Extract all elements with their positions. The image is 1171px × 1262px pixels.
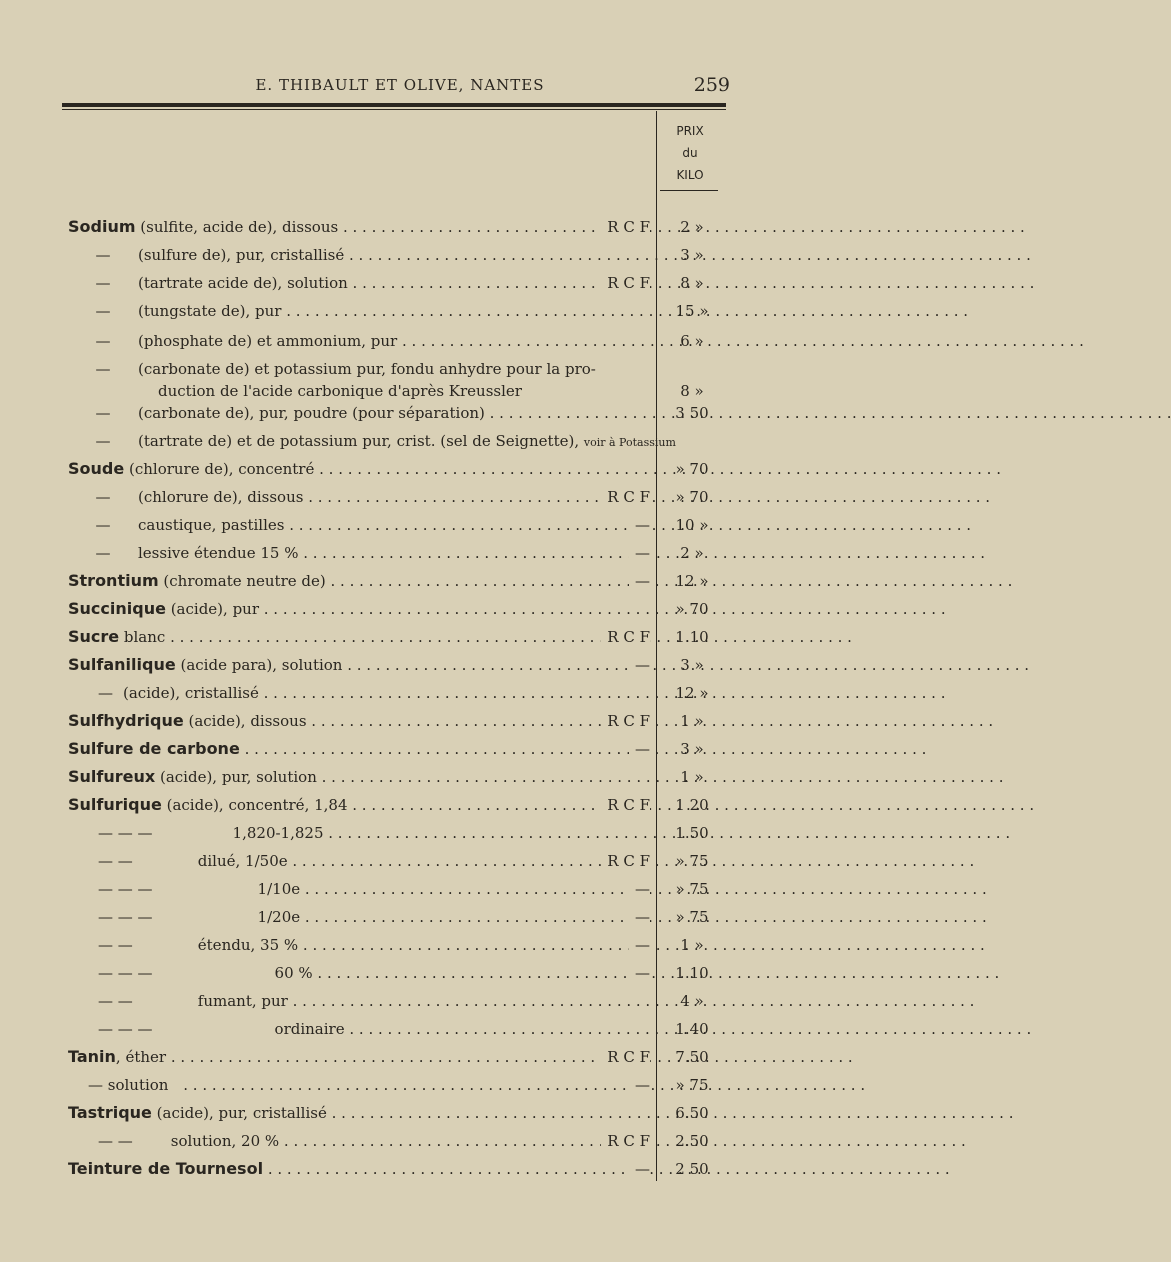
product-description: (acide), pur, cristallisé [151,1104,327,1122]
ditto-dash: — — — [98,880,153,898]
product-description: fumant, pur [197,992,288,1010]
availability-mark: R C F [601,1046,650,1068]
availability-mark: — [629,542,650,564]
ditto-dash: — solution [88,1076,169,1094]
header-rule-thin [62,109,726,110]
product-name: Strontium [68,571,159,590]
leader-dots [165,628,852,646]
entry-text [68,272,656,294]
product-name: Tanin [68,1047,116,1066]
product-description: (acide para), solution [175,656,343,674]
availability-mark: R C F [601,272,650,294]
product-description: (tartrate de) et de potassium pur, crist. (sel de Seignette), [138,432,580,450]
entry-text [68,300,656,322]
product-description: (sulfure de), pur, cristallisé [138,246,345,264]
ditto-dash: — [95,302,111,320]
ditto-dash: — — — [98,964,153,982]
price-per-kilo: 1 20 [675,796,709,814]
price-per-kilo: 1 » [680,712,704,730]
entry-text [68,358,656,380]
product-description: 60 % [274,964,313,982]
product-description: (carbonate de) et potassium pur, fondu anhydre pour la pro- [138,360,596,378]
product-description: (phosphate de) et ammonium, pur [138,332,398,350]
ditto-dash: — [95,544,111,562]
ditto-dash: — — [98,992,133,1010]
price-per-kilo: 1 » [680,768,704,786]
entry-text [68,654,656,676]
product-name: Soude [68,459,125,478]
entry-text [68,486,656,508]
price-per-kilo: 8 » [680,274,704,292]
leader-dots [281,302,968,320]
entry-continuation [158,380,656,402]
price-per-kilo: » 75 [675,880,709,898]
entry-text [68,402,656,424]
leader-dots [397,332,1084,350]
product-description: (acide), dissous [183,712,307,730]
price-per-kilo: 1 » [680,936,704,954]
cross-reference-note: voir à Potassium [583,436,676,449]
availability-mark: — [629,906,650,928]
product-description: (chlorure de), concentré [124,460,315,478]
leader-dots [263,1160,950,1178]
ditto-dash: — [95,332,111,350]
price-per-kilo: 12 » [675,572,709,590]
price-per-kilo: 1.40 [675,1020,709,1038]
price-per-kilo: » 70 [675,600,709,618]
ditto-dash: — [95,404,111,422]
price-column-header [660,120,720,186]
product-description: (acide), concentré, 1,84 [161,796,348,814]
entry-text [68,244,656,266]
price-per-kilo: 2.50 [675,1132,709,1150]
entry-text [68,738,656,760]
price-header-rule [660,190,718,191]
entry-text [68,934,656,956]
leader-dots [240,740,927,758]
product-name: Sulfhydrique [68,711,184,730]
entry-text [68,458,656,480]
availability-mark: — [629,1158,650,1180]
availability-mark: R C F [601,626,650,648]
entry-text [68,1158,656,1180]
price-per-kilo: 6.50 [675,1104,709,1122]
leader-dots [288,992,975,1010]
product-description: blanc [119,628,166,646]
entry-text [68,542,656,564]
product-description: dilué, 1/50e [197,852,288,870]
availability-mark: — [629,934,650,956]
entry-text [68,1102,656,1124]
availability-mark: R C F [601,486,650,508]
product-description: (tungstate de), pur [138,302,282,320]
product-description: 1/20e [257,908,301,926]
entry-text [68,710,656,732]
leader-dots [485,404,1171,422]
availability-mark: — [629,878,650,900]
ditto-dash: — [95,488,111,506]
product-description: (carbonate de), pur, poudre (pour séparation) [138,404,485,422]
availability-mark: — [629,738,650,760]
availability-mark: — [629,570,650,592]
product-description: , éther [115,1048,167,1066]
availability-mark: — [629,654,650,676]
leader-dots [314,460,1001,478]
price-per-kilo: » 70 [675,460,709,478]
price-per-kilo: 8 » [680,382,704,400]
availability-mark: R C F [601,850,650,872]
price-per-kilo: » 70 [675,488,709,506]
page-number: 259 [693,74,730,96]
ditto-dash: — — — [98,908,153,926]
price-per-kilo: » 75 [675,908,709,926]
ditto-dash: — [95,246,111,264]
product-description: étendu, 35 % [197,936,299,954]
product-description: (sulfite, acide de), dissous [135,218,339,236]
ditto-dash: — [95,274,111,292]
product-name: Tastrique [68,1103,152,1122]
ditto-dash: — [98,684,113,702]
product-name: Sucre [68,627,120,646]
leader-dots [313,964,1000,982]
price-per-kilo: 4 » [680,992,704,1010]
price-per-kilo [662,430,722,452]
product-description: (chromate neutre de) [158,572,326,590]
continuation-text: duction de l'acide carbonique d'après Kreussler [158,382,522,400]
header-rule-thick [62,103,726,107]
product-description: (chlorure de), dissous [138,488,304,506]
entry-text [68,1046,656,1068]
product-description: 1,820-1,825 [232,824,324,842]
product-description: solution, 20 % [170,1132,280,1150]
product-description: (acide), pur [165,600,259,618]
price-per-kilo: » 75 [675,852,709,870]
ditto-dash: — — — [98,1020,153,1038]
price-per-kilo: 15 » [675,302,709,320]
availability-mark: — [629,514,650,536]
product-name: Sulfanilique [68,655,176,674]
price-per-kilo: 1.10 [675,964,709,982]
price-per-kilo: 7.50 [675,1048,709,1066]
entry-text [68,1018,656,1040]
product-name: Sulfureux [68,767,156,786]
availability-mark: — [629,962,650,984]
entry-text [68,794,656,816]
entry-text [68,962,656,984]
price-header-line-2: du [682,146,698,160]
running-header: E. THIBAULT ET OLIVE, NANTES [255,76,545,94]
entry-text [68,514,656,536]
price-per-kilo: 1.50 [675,824,709,842]
price-per-kilo: 10 » [675,516,709,534]
price-per-kilo: 2 » [680,218,704,236]
entry-text [68,430,676,452]
availability-mark: R C F [601,794,650,816]
price-per-kilo: 3 » [680,740,704,758]
product-description: (tartrate acide de), solution [138,274,348,292]
ditto-dash: — [95,432,111,450]
leader-dots [166,1048,853,1066]
entry-text [68,850,656,872]
entry-text [68,330,656,352]
entry-text [68,598,656,620]
price-per-kilo: 3 50 [675,404,709,422]
entry-text [68,822,656,844]
price-per-kilo: 2 » [680,544,704,562]
availability-mark: R C F [601,710,650,732]
availability-mark: R C F [601,1130,650,1152]
price-per-kilo: 3 » [680,246,704,264]
product-name: Sodium [68,217,136,236]
entry-text [68,1074,656,1096]
price-per-kilo: 2 50 [675,1160,709,1178]
product-name: Sulfure de carbone [68,739,240,758]
price-per-kilo: 6 » [680,332,704,350]
availability-mark: R C F [601,216,650,238]
entry-text [68,626,656,648]
product-description: 1/10e [257,880,301,898]
entry-text [68,570,656,592]
ditto-dash: — [95,360,111,378]
price-per-kilo: 12 » [675,684,709,702]
price-header-line-3: KILO [676,168,704,182]
leader-dots [178,1076,865,1094]
ditto-dash: — — [98,936,133,954]
ditto-dash: — — [98,852,133,870]
product-description: (acide), cristallisé [123,684,259,702]
availability-mark: — [629,1074,650,1096]
price-header-line-1: PRIX [676,124,704,138]
price-per-kilo: 3 » [680,656,704,674]
entry-text [68,906,656,928]
price-per-kilo: » 75 [675,1076,709,1094]
product-description: lessive étendue 15 % [138,544,299,562]
product-description: (acide), pur, solution [155,768,317,786]
product-name: Succinique [68,599,166,618]
leader-dots [259,684,946,702]
entry-text [68,990,656,1012]
leader-dots [284,516,971,534]
ditto-dash: — — — [98,824,153,842]
entry-text [68,1130,656,1152]
entry-text [68,878,656,900]
entry-text [68,682,656,704]
product-name: Teinture de Tournesol [68,1159,264,1178]
product-description: ordinaire [274,1020,345,1038]
entry-text [68,766,656,788]
product-name: Sulfurique [68,795,162,814]
entry-text [68,216,656,238]
leader-dots [317,768,1004,786]
leader-dots [259,600,946,618]
ditto-dash: — — [98,1132,133,1150]
price-per-kilo: 1.10 [675,628,709,646]
product-description: caustique, pastilles [138,516,285,534]
ditto-dash: — [95,516,111,534]
